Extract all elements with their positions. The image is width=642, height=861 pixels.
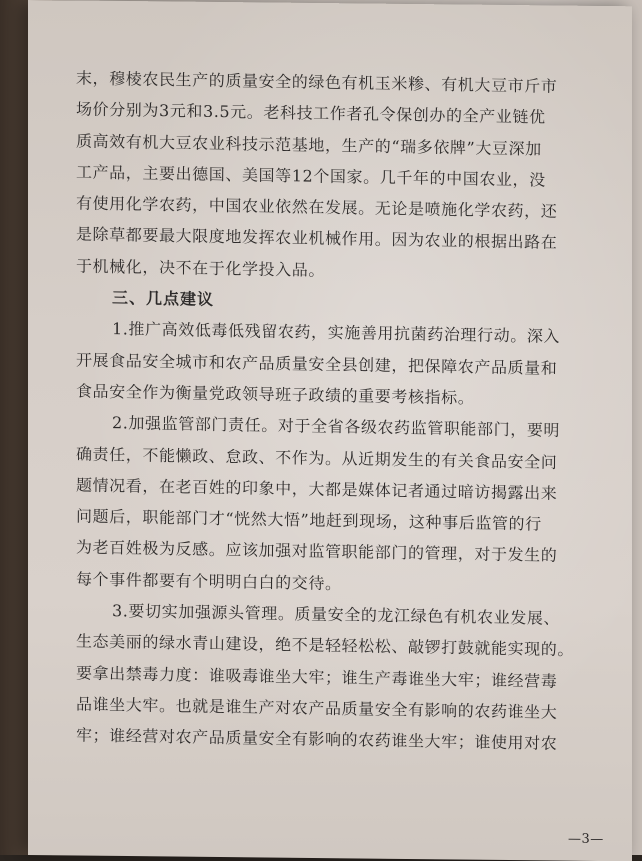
text-line: 问题后，职能部门才“恍然大悟”地赶到现场，这种事后监管的行 bbox=[75, 506, 542, 534]
text-line: 品谁坐大牢。也就是谁生产对农产品质量安全有影响的农药谁坐大 bbox=[75, 694, 558, 722]
text-line: 开展食品安全城市和农产品质量安全县创建，把保障农产品质量和 bbox=[75, 350, 558, 378]
text-line: 末，穆棱农民生产的质量安全的绿色有机玉米糁、有机大豆市斤市 bbox=[75, 68, 558, 96]
text-line: 有使用化学农药，中国农业依然在发展。无论是喷施化学农药，还 bbox=[75, 193, 558, 222]
text-line: 1.推广高效低毒低残留农药，实施善用抗菌药治理行动。深入 bbox=[111, 319, 561, 347]
text-line: 3.要切实加强源头管理。质量安全的龙江绿色有机农业发展、 bbox=[111, 601, 561, 628]
text-line: 工产品，主要出德国、美国等12个国家。几千年的中国农业，没 bbox=[75, 162, 546, 190]
text-line: 牢；谁经营对农产品质量安全有影响的农药谁坐大牢；谁使用对农 bbox=[75, 725, 558, 754]
document-page bbox=[28, 0, 632, 861]
text-line: 为老百姓极为反感。应该加强对监管职能部门的管理，对于发生的 bbox=[75, 537, 558, 566]
text-line: 食品安全作为衡量党政领导班子政绩的重要考核指标。 bbox=[75, 381, 475, 408]
text-line: 要拿出禁毒力度：谁吸毒谁坐大牢；谁生产毒谁坐大牢；谁经营毒 bbox=[75, 663, 558, 691]
text-line: 场价分别为3元和3.5元。老科技工作者孔令保创办的全产业链优 bbox=[75, 99, 546, 127]
text-line: 确责任，不能懒政、怠政、不作为。从近期发生的有关食品安全问 bbox=[75, 444, 558, 472]
text-line: 2.加强监管部门责任。对于全省各级农药监管职能部门，要明 bbox=[111, 413, 561, 441]
document-body bbox=[76, 63, 606, 757]
text-line: 题情况看，在老百姓的印象中，大都是媒体记者通过暗访揭露出来 bbox=[75, 475, 558, 503]
text-line: 于机械化，决不在于化学投入品。 bbox=[75, 256, 326, 280]
section-heading: 三、几点建议 bbox=[111, 288, 215, 309]
text-line: 是除草都要最大限度地发挥农业机械作用。因为农业的根据出路在 bbox=[75, 224, 558, 253]
page-number: —3— bbox=[568, 831, 604, 848]
text-line: 生态美丽的绿水青山建设，绝不是轻轻松松、敲锣打鼓就能实现的。 bbox=[75, 631, 575, 660]
text-line: 每个事件都要有个明明白白的交待。 bbox=[75, 569, 342, 593]
text-line: 质高效有机大豆农业科技示范基地，生产的“瑞多依牌”大豆深加 bbox=[75, 131, 542, 159]
